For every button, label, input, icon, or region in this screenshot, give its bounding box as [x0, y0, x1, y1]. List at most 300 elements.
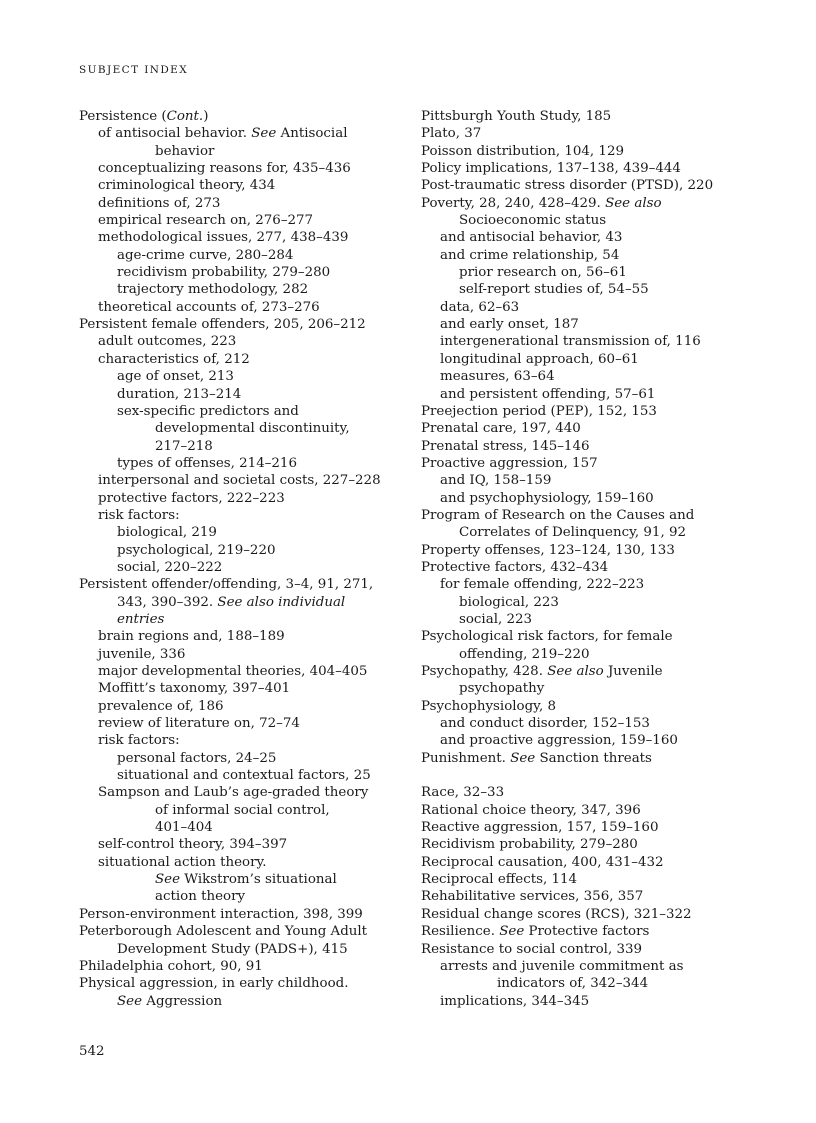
entry-line	[79, 160, 401, 177]
index-subentry	[79, 195, 401, 212]
index-main-entry	[421, 750, 751, 767]
index-subentry	[79, 281, 401, 298]
entry-text: trajectory methodology, 282	[117, 282, 309, 298]
index-main-entry	[79, 316, 401, 333]
entry-line	[421, 490, 751, 507]
index-subentry	[421, 490, 751, 507]
entry-line	[421, 993, 751, 1010]
entry-text: Person-environment interaction, 398, 399	[79, 906, 363, 922]
entry-line	[79, 836, 401, 853]
entry-text: Program of Research on the Causes and	[421, 507, 695, 523]
entry-text: Punishment.	[421, 750, 511, 766]
italic-text: See	[499, 924, 525, 940]
entry-text: Property offenses, 123–124, 130, 133	[421, 542, 675, 558]
index-main-entry	[79, 576, 401, 628]
index-main-entry	[421, 698, 751, 715]
entry-line	[421, 854, 751, 871]
entry-turnover-line	[79, 611, 401, 628]
entry-line	[79, 524, 401, 541]
entry-turnover-line	[421, 524, 751, 541]
entry-text: and antisocial behavior, 43	[440, 230, 623, 246]
italic-text: Cont.	[166, 109, 204, 124]
entry-text: Philadelphia cohort, 90, 91	[79, 958, 263, 974]
entry-text: theoretical accounts of, 273–276	[98, 299, 320, 315]
entry-text: Juvenile	[603, 664, 663, 679]
entry-turnover-line	[421, 680, 751, 697]
index-subentry	[79, 680, 401, 697]
index-subentry	[421, 299, 751, 316]
index-subentry	[79, 854, 401, 906]
entry-text: Prenatal care, 197, 440	[421, 421, 581, 437]
entry-turnover-line	[421, 646, 751, 663]
index-subentry	[421, 264, 751, 281]
entry-turnover-line	[79, 888, 401, 905]
index-main-entry	[79, 108, 401, 125]
entry-line	[421, 247, 751, 264]
index-main-entry	[421, 871, 751, 888]
index-main-entry	[421, 923, 751, 940]
index-main-entry	[79, 906, 401, 923]
entry-text: social, 220–222	[117, 559, 223, 575]
index-subentry	[421, 958, 751, 993]
entry-line	[79, 299, 401, 316]
index-main-entry	[421, 455, 751, 472]
entry-line	[421, 195, 751, 212]
entry-text: Persistent female offenders, 205, 206–212	[79, 317, 366, 333]
entry-line	[421, 732, 751, 749]
entry-line	[421, 438, 751, 455]
entry-text: Recidivism probability, 279–280	[421, 837, 638, 853]
entry-text: and persistent offending, 57–61	[440, 386, 656, 402]
entry-line	[79, 628, 401, 645]
entry-text: biological, 219	[117, 525, 217, 541]
index-subentry	[79, 750, 401, 767]
index-subentry	[79, 698, 401, 715]
entry-text: age-crime curve, 280–284	[117, 247, 294, 263]
entry-text: Prenatal stress, 145–146	[421, 438, 590, 454]
entry-text: arrests and juvenile commitment as	[440, 958, 684, 974]
italic-text: See also	[605, 195, 662, 211]
index-subentry	[421, 715, 751, 732]
entry-text: of antisocial behavior.	[98, 126, 252, 142]
entry-text: longitudinal approach, 60–61	[440, 351, 639, 367]
index-subentry	[79, 264, 401, 281]
entry-line	[79, 455, 401, 472]
entry-line	[79, 975, 401, 992]
entry-text: Poverty, 28, 240, 428–429.	[421, 195, 606, 211]
entry-line	[421, 299, 751, 316]
entry-text: Peterborough Adolescent and Young Adult	[79, 924, 368, 940]
entry-text: Socioeconomic status	[459, 213, 607, 229]
entry-text: duration, 213–214	[117, 386, 242, 402]
index-column-right	[421, 108, 751, 1010]
entry-turnover-line	[79, 594, 401, 611]
entry-line	[421, 906, 751, 923]
index-main-entry	[421, 542, 751, 559]
entry-line	[79, 784, 401, 801]
entry-line	[79, 680, 401, 697]
index-subentry	[79, 229, 401, 246]
entry-text: types of offenses, 214–216	[117, 455, 297, 471]
index-main-entry	[421, 143, 751, 160]
entry-line	[421, 941, 751, 958]
index-main-entry	[421, 420, 751, 437]
entry-text: measures, 63–64	[440, 369, 555, 385]
entry-line	[79, 281, 401, 298]
entry-turnover-line	[79, 993, 401, 1010]
index-subentry	[79, 125, 401, 160]
index-subentry	[79, 247, 401, 264]
entry-text: Policy implications, 137–138, 439–444	[421, 161, 681, 177]
entry-text: age of onset, 213	[117, 369, 234, 385]
index-main-entry	[79, 975, 401, 1010]
entry-turnover-line	[79, 802, 401, 819]
entry-line	[421, 888, 751, 905]
entry-line	[421, 316, 751, 333]
entry-line	[421, 698, 751, 715]
italic-text: See	[117, 993, 143, 1009]
entry-text: 343, 390–392.	[117, 594, 218, 610]
entry-line	[421, 143, 751, 160]
index-subentry	[79, 299, 401, 316]
entry-text: psychological, 219–220	[117, 542, 276, 558]
italic-text: entries	[117, 611, 165, 627]
entry-text: Post-traumatic stress disorder (PTSD), 220	[421, 178, 714, 194]
index-main-entry	[421, 438, 751, 455]
entry-line	[421, 836, 751, 853]
italic-text: See	[251, 126, 277, 142]
entry-text: Protective factors	[524, 924, 650, 940]
entry-text: psychopathy	[459, 681, 545, 697]
entry-line	[421, 125, 751, 142]
entry-text: offending, 219–220	[459, 646, 590, 662]
entry-text: Moffitt’s taxonomy, 397–401	[98, 681, 291, 697]
entry-line	[79, 715, 401, 732]
index-main-entry	[79, 923, 401, 958]
italic-text: See	[510, 750, 536, 766]
entry-text: Sampson and Laub’s age-graded theory	[98, 785, 369, 801]
page-number: 542	[79, 1044, 105, 1059]
entry-line	[79, 958, 401, 975]
index-subentry	[79, 663, 401, 680]
entry-text: Physical aggression, in early childhood.	[79, 976, 349, 992]
index-subentry	[79, 160, 401, 177]
index-subentry	[79, 212, 401, 229]
entry-text: 401–404	[155, 820, 213, 836]
entry-line	[421, 368, 751, 385]
index-main-entry	[79, 958, 401, 975]
entry-text: Residual change scores (RCS), 321–322	[421, 906, 692, 922]
entry-text: sex-specific predictors and	[117, 403, 299, 419]
index-subentry	[79, 836, 401, 853]
entry-text: indicators of, 342–344	[497, 976, 649, 992]
entry-text: data, 62–63	[440, 299, 520, 315]
entry-text: developmental discontinuity,	[155, 421, 350, 437]
entry-line	[421, 542, 751, 559]
entry-text: intergenerational transmission of, 116	[440, 334, 701, 350]
index-subentry	[79, 403, 401, 455]
entry-text: Psychopathy, 428.	[421, 664, 548, 679]
index-main-entry	[421, 819, 751, 836]
entry-text: Reactive aggression, 157, 159–160	[421, 820, 659, 836]
index-main-entry	[421, 836, 751, 853]
entry-text: risk factors:	[98, 733, 180, 749]
entry-line	[79, 195, 401, 212]
entry-line	[421, 108, 751, 125]
entry-line	[79, 767, 401, 784]
entry-line	[421, 281, 751, 298]
entry-text: recidivism probability, 279–280	[117, 265, 331, 281]
entry-line	[79, 403, 401, 420]
entry-text: Psychological risk factors, for female	[421, 629, 673, 645]
entry-text: methodological issues, 277, 438–439	[98, 230, 349, 246]
entry-line	[79, 490, 401, 507]
index-main-entry	[421, 177, 751, 194]
entry-turnover-line	[79, 143, 401, 160]
entry-text: adult outcomes, 223	[98, 334, 237, 350]
entry-text: Persistence (	[79, 109, 167, 124]
entry-text: interpersonal and societal costs, 227–228	[98, 473, 381, 489]
entry-line	[79, 108, 401, 125]
entry-line	[421, 351, 751, 368]
entry-text: empirical research on, 276–277	[98, 213, 314, 229]
index-subentry	[421, 386, 751, 403]
entry-line	[79, 698, 401, 715]
italic-text: See	[155, 872, 181, 888]
entry-text: criminological theory, 434	[98, 178, 276, 194]
entry-line	[79, 212, 401, 229]
index-subentry	[79, 628, 401, 645]
entry-line	[79, 923, 401, 940]
entry-text: and conduct disorder, 152–153	[440, 716, 650, 732]
entry-line	[79, 229, 401, 246]
index-subentry	[421, 316, 751, 333]
entry-line	[79, 316, 401, 333]
entry-line	[421, 715, 751, 732]
entry-text: characteristics of, 212	[98, 351, 250, 367]
entry-turnover-line	[421, 212, 751, 229]
entry-text: Development Study (PADS+), 415	[117, 941, 348, 957]
entry-text: Proactive aggression, 157	[421, 455, 598, 471]
entry-line	[79, 750, 401, 767]
index-subentry	[79, 559, 401, 576]
entry-text: Reciprocal effects, 114	[421, 872, 578, 888]
index-subentry	[421, 594, 751, 611]
entry-line	[421, 784, 751, 801]
index-subentry	[421, 368, 751, 385]
entry-text: situational action theory.	[98, 854, 267, 870]
entry-line	[79, 247, 401, 264]
entry-text: Poisson distribution, 104, 129	[421, 143, 624, 159]
entry-line	[79, 264, 401, 281]
entry-line	[421, 472, 751, 489]
entry-line	[421, 229, 751, 246]
entry-text: Rehabilitative services, 356, 357	[421, 889, 644, 905]
index-subentry	[79, 646, 401, 663]
entry-line	[421, 923, 751, 940]
index-subentry	[79, 784, 401, 836]
italic-text: See also individual	[217, 594, 346, 610]
entry-text: action theory	[155, 889, 246, 905]
entry-line	[421, 802, 751, 819]
entry-line	[79, 663, 401, 680]
entry-text: risk factors:	[98, 507, 180, 523]
index-subentry	[421, 247, 751, 264]
entry-text: and early onset, 187	[440, 317, 579, 333]
index-subentry	[79, 351, 401, 368]
index-subentry	[421, 333, 751, 350]
index-main-entry	[421, 125, 751, 142]
entry-line	[79, 333, 401, 350]
entry-text: brain regions and, 188–189	[98, 629, 285, 645]
index-subentry	[79, 490, 401, 507]
index-subentry	[421, 993, 751, 1010]
entry-text: 217–218	[155, 438, 213, 454]
index-main-entry	[421, 628, 751, 663]
index-column-left	[79, 108, 401, 1010]
entry-line	[79, 576, 401, 593]
entry-text: review of literature on, 72–74	[98, 716, 300, 732]
entry-text: implications, 344–345	[440, 993, 590, 1009]
entry-line	[421, 333, 751, 350]
entry-text: social, 223	[459, 611, 533, 627]
entry-line	[421, 750, 751, 767]
entry-line	[421, 264, 751, 281]
entry-text: behavior	[155, 143, 215, 159]
entry-text: Sanction threats	[535, 750, 652, 766]
entry-text: Pittsburgh Youth Study, 185	[421, 109, 612, 124]
entry-line	[421, 455, 751, 472]
entry-text: protective factors, 222–223	[98, 490, 285, 506]
entry-turnover-line	[79, 871, 401, 888]
entry-text: definitions of, 273	[98, 195, 221, 211]
entry-line	[79, 472, 401, 489]
entry-text: Persistent offender/offending, 3–4, 91, 271,	[79, 577, 374, 593]
entry-line	[421, 819, 751, 836]
index-subentry	[79, 333, 401, 350]
entry-text: biological, 223	[459, 594, 559, 610]
entry-text: Race, 32–33	[421, 785, 505, 801]
entry-line	[421, 507, 751, 524]
index-subentry	[421, 732, 751, 749]
entry-turnover-line	[79, 420, 401, 437]
entry-text: and psychophysiology, 159–160	[440, 490, 654, 506]
index-main-entry	[421, 507, 751, 542]
entry-text: Preejection period (PEP), 152, 153	[421, 403, 657, 419]
entry-line	[79, 386, 401, 403]
entry-line	[421, 420, 751, 437]
entry-text: and proactive aggression, 159–160	[440, 733, 678, 749]
entry-line	[421, 871, 751, 888]
entry-line	[79, 542, 401, 559]
entry-text: juvenile, 336	[98, 646, 186, 662]
index-subentry	[421, 281, 751, 298]
entry-text: Aggression	[142, 993, 223, 1009]
italic-text: See also	[547, 664, 604, 679]
entry-text: major developmental theories, 404–405	[98, 664, 368, 679]
index-subentry	[79, 472, 401, 489]
index-main-entry	[421, 108, 751, 125]
entry-line	[421, 663, 751, 680]
entry-text: Plato, 37	[421, 126, 482, 142]
entry-line	[79, 854, 401, 871]
index-subentry	[79, 455, 401, 472]
entry-line	[79, 906, 401, 923]
entry-text: Antisocial	[276, 126, 348, 142]
entry-text: prior research on, 56–61	[459, 265, 627, 281]
entry-text: Resistance to social control, 339	[421, 941, 643, 957]
index-main-entry	[421, 906, 751, 923]
entry-text: conceptualizing reasons for, 435–436	[98, 161, 351, 177]
entry-text: Correlates of Delinquency, 91, 92	[459, 525, 686, 541]
entry-text: situational and contextual factors, 25	[117, 768, 371, 784]
entry-text: prevalence of, 186	[98, 698, 224, 714]
index-main-entry	[421, 663, 751, 698]
entry-line	[421, 628, 751, 645]
index-main-entry	[421, 784, 751, 801]
index-subentry	[79, 732, 401, 749]
entry-text: Protective factors, 432–434	[421, 559, 609, 575]
index-subentry	[79, 507, 401, 524]
entry-text: )	[203, 109, 209, 124]
index-subentry	[79, 767, 401, 784]
index-subentry	[79, 368, 401, 385]
entry-text: and crime relationship, 54	[440, 247, 620, 263]
index-main-entry	[421, 854, 751, 871]
entry-line	[421, 386, 751, 403]
entry-text: for female offending, 222–223	[440, 577, 645, 593]
index-main-entry	[421, 941, 751, 958]
entry-text: Psychophysiology, 8	[421, 698, 556, 714]
index-subentry	[79, 177, 401, 194]
entry-line	[421, 403, 751, 420]
entry-line	[79, 732, 401, 749]
index-main-entry	[421, 559, 751, 576]
letter-group-separator	[421, 767, 751, 784]
index-main-entry	[421, 195, 751, 230]
index-subentry	[421, 576, 751, 593]
entry-text: personal factors, 24–25	[117, 750, 277, 766]
index-main-entry	[421, 802, 751, 819]
entry-text: and IQ, 158–159	[440, 473, 552, 489]
entry-turnover-line	[421, 975, 751, 992]
index-subentry	[421, 351, 751, 368]
entry-line	[79, 368, 401, 385]
entry-text: self-control theory, 394–397	[98, 837, 288, 853]
entry-turnover-line	[79, 941, 401, 958]
entry-line	[421, 576, 751, 593]
entry-line	[79, 559, 401, 576]
entry-text: Reciprocal causation, 400, 431–432	[421, 854, 664, 870]
entry-line	[421, 611, 751, 628]
index-subentry	[79, 524, 401, 541]
entry-text: Wikstrom’s situational	[180, 872, 337, 888]
entry-line	[79, 351, 401, 368]
entry-line	[79, 507, 401, 524]
index-subentry	[79, 386, 401, 403]
index-main-entry	[421, 160, 751, 177]
entry-text: Rational choice theory, 347, 396	[421, 802, 641, 818]
entry-line	[79, 646, 401, 663]
index-subentry	[421, 611, 751, 628]
index-subentry	[421, 229, 751, 246]
entry-line	[421, 160, 751, 177]
entry-text: self-report studies of, 54–55	[459, 282, 649, 298]
entry-line	[421, 958, 751, 975]
entry-line	[421, 177, 751, 194]
entry-line	[421, 559, 751, 576]
entry-turnover-line	[79, 819, 401, 836]
